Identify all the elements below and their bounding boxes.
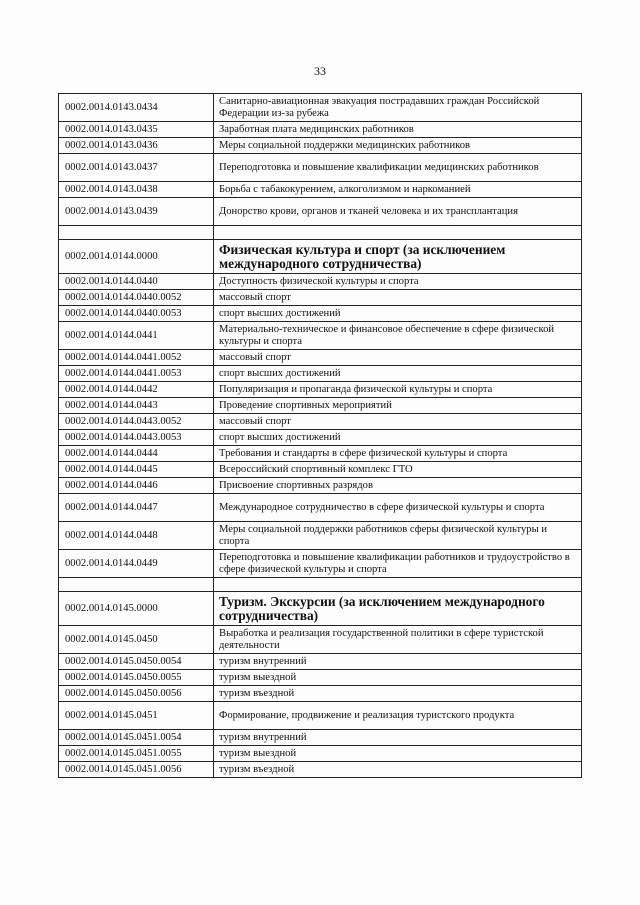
row-code: 0002.0014.0143.0437 — [59, 154, 214, 182]
table-row — [59, 198, 582, 226]
row-description: Материально-техническое и финансовое обеспечение в сфере физической культуры и спорта — [214, 322, 582, 350]
table-row — [59, 182, 582, 198]
classifier-table — [58, 93, 582, 778]
row-code: 0002.0014.0143.0439 — [59, 198, 214, 226]
row-code: 0002.0014.0144.0448 — [59, 522, 214, 550]
table-row — [59, 762, 582, 778]
table-row — [59, 122, 582, 138]
row-description: Заработная плата медицинских работников — [214, 122, 582, 138]
table-row — [59, 398, 582, 414]
row-description: спорт высших достижений — [214, 366, 582, 382]
row-description: туризм въездной — [214, 762, 582, 778]
row-code: 0002.0014.0144.0447 — [59, 494, 214, 522]
row-code: 0002.0014.0144.0449 — [59, 550, 214, 578]
row-code: 0002.0014.0143.0438 — [59, 182, 214, 198]
row-description — [214, 226, 582, 240]
table-row — [59, 550, 582, 578]
row-description: Выработка и реализация государственной политики в сфере туристской деятельности — [214, 626, 582, 654]
page-number: 33 — [314, 64, 326, 78]
row-code: 0002.0014.0144.0444 — [59, 446, 214, 462]
section-heading-row — [59, 240, 582, 274]
table-row — [59, 654, 582, 670]
row-description: туризм выездной — [214, 746, 582, 762]
row-code: 0002.0014.0145.0450.0056 — [59, 686, 214, 702]
row-description: Международное сотрудничество в сфере физической культуры и спорта — [214, 494, 582, 522]
table-row — [59, 366, 582, 382]
row-description: Популяризация и пропаганда физической культуры и спорта — [214, 382, 582, 398]
table-row — [59, 730, 582, 746]
table-row — [59, 306, 582, 322]
section-heading-row — [59, 592, 582, 626]
section-title: Туризм. Экскурсии (за исключением международного сотрудничества) — [214, 592, 582, 626]
table-row — [59, 322, 582, 350]
row-code: 0002.0014.0144.0442 — [59, 382, 214, 398]
row-description — [214, 578, 582, 592]
row-code: 0002.0014.0144.0000 — [59, 240, 214, 274]
row-code: 0002.0014.0144.0440 — [59, 274, 214, 290]
row-description: Донорство крови, органов и тканей человека и их трансплантация — [214, 198, 582, 226]
row-code: 0002.0014.0144.0443.0053 — [59, 430, 214, 446]
row-description: туризм выездной — [214, 670, 582, 686]
row-code: 0002.0014.0145.0451.0054 — [59, 730, 214, 746]
table-row — [59, 746, 582, 762]
row-code: 0002.0014.0144.0441.0053 — [59, 366, 214, 382]
row-description: Всероссийский спортивный комплекс ГТО — [214, 462, 582, 478]
table-row — [59, 138, 582, 154]
table-row — [59, 154, 582, 182]
table-row — [59, 670, 582, 686]
row-code: 0002.0014.0144.0440.0052 — [59, 290, 214, 306]
table-row — [59, 462, 582, 478]
classifier-table-body — [59, 94, 582, 778]
row-description: туризм внутренний — [214, 730, 582, 746]
row-code: 0002.0014.0145.0451 — [59, 702, 214, 730]
row-code: 0002.0014.0143.0434 — [59, 94, 214, 122]
table-row — [59, 702, 582, 730]
row-code: 0002.0014.0143.0435 — [59, 122, 214, 138]
row-description: спорт высших достижений — [214, 306, 582, 322]
table-row — [59, 494, 582, 522]
row-code: 0002.0014.0144.0446 — [59, 478, 214, 494]
table-row — [59, 94, 582, 122]
table-row — [59, 430, 582, 446]
row-description: Санитарно-авиационная эвакуация пострадавших граждан Российской Федерации из-за рубежа — [214, 94, 582, 122]
row-description: Борьба с табакокурением, алкоголизмом и наркоманией — [214, 182, 582, 198]
row-code: 0002.0014.0144.0443 — [59, 398, 214, 414]
section-title: Физическая культура и спорт (за исключением международного сотрудничества) — [214, 240, 582, 274]
row-code: 0002.0014.0144.0443.0052 — [59, 414, 214, 430]
spacer-row — [59, 226, 582, 240]
table-row — [59, 478, 582, 494]
row-code: 0002.0014.0145.0450.0054 — [59, 654, 214, 670]
row-code: 0002.0014.0144.0441 — [59, 322, 214, 350]
row-description: туризм внутренний — [214, 654, 582, 670]
table-row — [59, 382, 582, 398]
row-description: Проведение спортивных мероприятий — [214, 398, 582, 414]
row-code: 0002.0014.0145.0451.0055 — [59, 746, 214, 762]
row-description: Переподготовка и повышение квалификации работников и трудоустройство в сфере физической культуры и спорта — [214, 550, 582, 578]
table-row — [59, 446, 582, 462]
table-row — [59, 290, 582, 306]
table-row — [59, 414, 582, 430]
table-row — [59, 350, 582, 366]
row-code: 0002.0014.0145.0451.0056 — [59, 762, 214, 778]
row-code — [59, 226, 214, 240]
spacer-row — [59, 578, 582, 592]
row-code: 0002.0014.0145.0450.0055 — [59, 670, 214, 686]
row-description: туризм въездной — [214, 686, 582, 702]
row-description: спорт высших достижений — [214, 430, 582, 446]
row-code: 0002.0014.0145.0000 — [59, 592, 214, 626]
row-code: 0002.0014.0144.0440.0053 — [59, 306, 214, 322]
row-description: Присвоение спортивных разрядов — [214, 478, 582, 494]
row-code: 0002.0014.0144.0441.0052 — [59, 350, 214, 366]
table-row — [59, 522, 582, 550]
row-description: Формирование, продвижение и реализация туристского продукта — [214, 702, 582, 730]
row-description: Меры социальной поддержки работников сферы физической культуры и спорта — [214, 522, 582, 550]
row-description: массовый спорт — [214, 414, 582, 430]
row-description: Доступность физической культуры и спорта — [214, 274, 582, 290]
table-row — [59, 274, 582, 290]
row-code: 0002.0014.0144.0445 — [59, 462, 214, 478]
row-description: Требования и стандарты в сфере физической культуры и спорта — [214, 446, 582, 462]
row-description: Меры социальной поддержки медицинских работников — [214, 138, 582, 154]
row-description: массовый спорт — [214, 290, 582, 306]
row-code: 0002.0014.0145.0450 — [59, 626, 214, 654]
row-code: 0002.0014.0143.0436 — [59, 138, 214, 154]
row-description: Переподготовка и повышение квалификации медицинских работников — [214, 154, 582, 182]
table-row — [59, 686, 582, 702]
row-code — [59, 578, 214, 592]
row-description: массовый спорт — [214, 350, 582, 366]
table-row — [59, 626, 582, 654]
